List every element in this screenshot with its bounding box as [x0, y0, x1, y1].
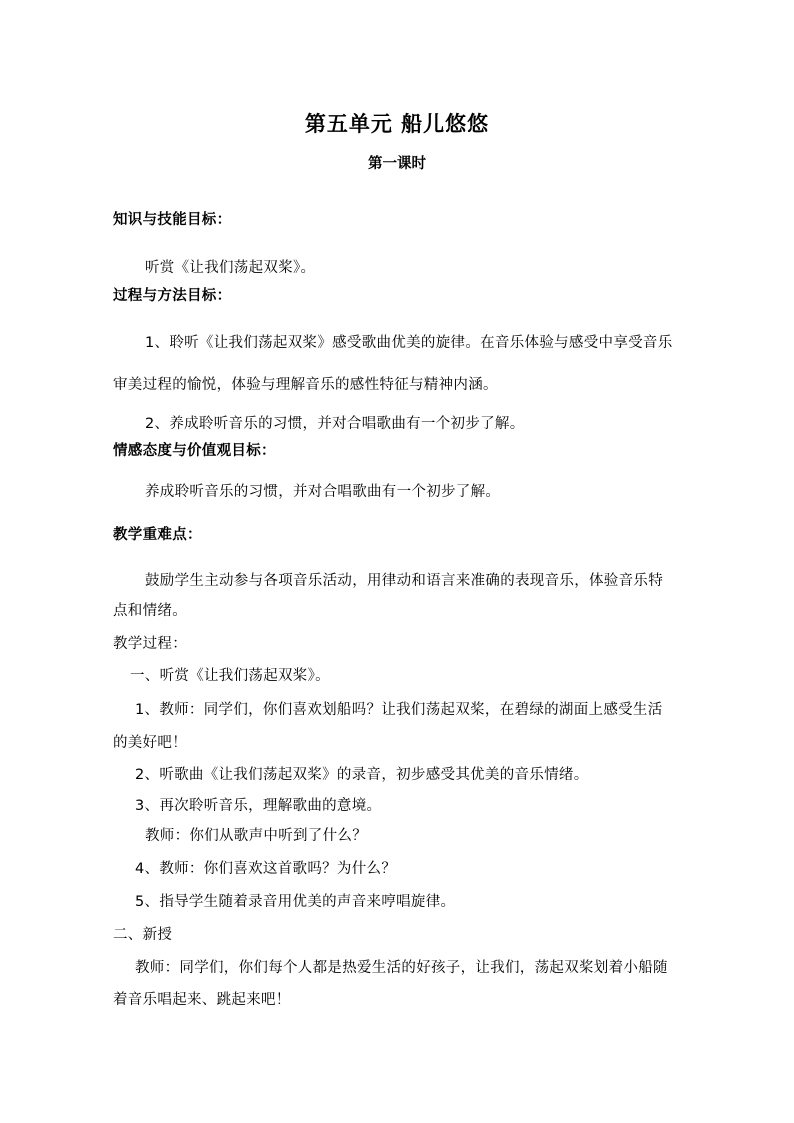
key-points-heading: 教学重难点：	[113, 527, 202, 543]
page-subtitle: 第一课时	[368, 156, 426, 172]
step-1-line-1: 1、教师：同学们，你们喜欢划船吗？让我们荡起双桨，在碧绿的湖面上感受生活	[135, 702, 663, 718]
new-lesson-line-1: 教师：同学们，你们每个人都是热爱生活的好孩子，让我们，荡起双桨划着小船随	[135, 960, 668, 976]
process-item-1-line-2: 审美过程的愉悦，体验与理解音乐的感性特征与精神内涵。	[113, 377, 498, 393]
emotion-heading: 情感态度与价值观目标：	[113, 443, 276, 459]
knowledge-heading: 知识与技能目标：	[113, 212, 232, 228]
new-lesson-heading: 二、新授	[113, 927, 173, 943]
knowledge-text: 听赏《让我们荡起双桨》。	[145, 260, 316, 276]
key-points-line-1: 鼓励学生主动参与各项音乐活动，用律动和语言来准确的表现音乐，体验音乐特	[145, 573, 663, 589]
teacher-question: 教师：你们从歌声中听到了什么？	[145, 828, 367, 844]
step-2: 2、听歌曲《让我们荡起双桨》的录音，初步感受其优美的音乐情绪。	[135, 767, 589, 783]
step-4: 4、教师：你们喜欢这首歌吗？为什么？	[135, 861, 397, 877]
page-title: 第五单元 船儿悠悠	[304, 111, 490, 136]
step-one-heading: 一、听赏《让我们荡起双桨》。	[130, 668, 330, 684]
new-lesson-line-2: 着音乐唱起来、跳起来吧！	[113, 992, 291, 1008]
teaching-process-title: 教学过程：	[113, 636, 187, 652]
key-points-line-2: 点和情绪。	[113, 603, 187, 619]
step-3: 3、再次聆听音乐，理解歌曲的意境。	[135, 798, 382, 814]
emotion-text: 养成聆听音乐的习惯，并对合唱歌曲有一个初步了解。	[145, 484, 501, 500]
process-heading: 过程与方法目标：	[113, 288, 232, 304]
process-item-1-line-1: 1、聆听《让我们荡起双桨》感受歌曲优美的旋律。在音乐体验与感受中享受音乐	[145, 335, 673, 351]
step-1-line-2: 的美好吧！	[113, 735, 187, 751]
process-item-2: 2、养成聆听音乐的习惯，并对合唱歌曲有一个初步了解。	[145, 416, 525, 432]
step-5: 5、指导学生随着录音用优美的声音来哼唱旋律。	[135, 894, 456, 910]
